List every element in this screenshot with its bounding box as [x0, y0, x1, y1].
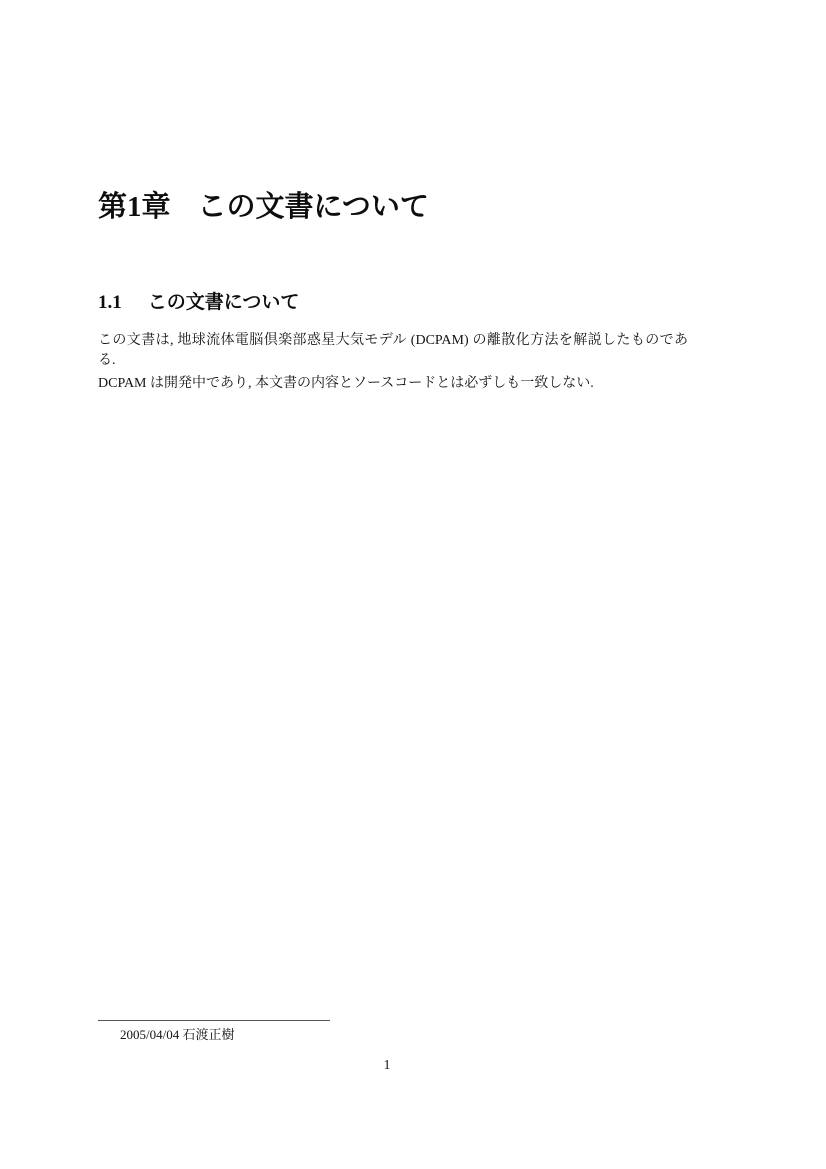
paragraph-development-note: DCPAM は開発中であり, 本文書の内容とソースコードとは必ずしも一致しない. [98, 376, 594, 391]
page-number: 1 [383, 1058, 391, 1073]
chapter-number: 第1章 [98, 191, 171, 223]
section-number: 1.1 [98, 292, 122, 313]
chapter-heading [98, 190, 429, 225]
footnote-text: 2005/04/04 石渡正樹 [120, 1027, 235, 1042]
section-heading [98, 292, 299, 315]
footnote-rule [98, 1020, 330, 1021]
paragraph-about-document: この文書は, 地球流体電脳倶楽部惑星大気モデル (DCPAM) の離散化方法を解説したものである. [98, 333, 688, 369]
section-title: この文書について [147, 292, 300, 313]
chapter-title: この文書について [197, 191, 429, 223]
